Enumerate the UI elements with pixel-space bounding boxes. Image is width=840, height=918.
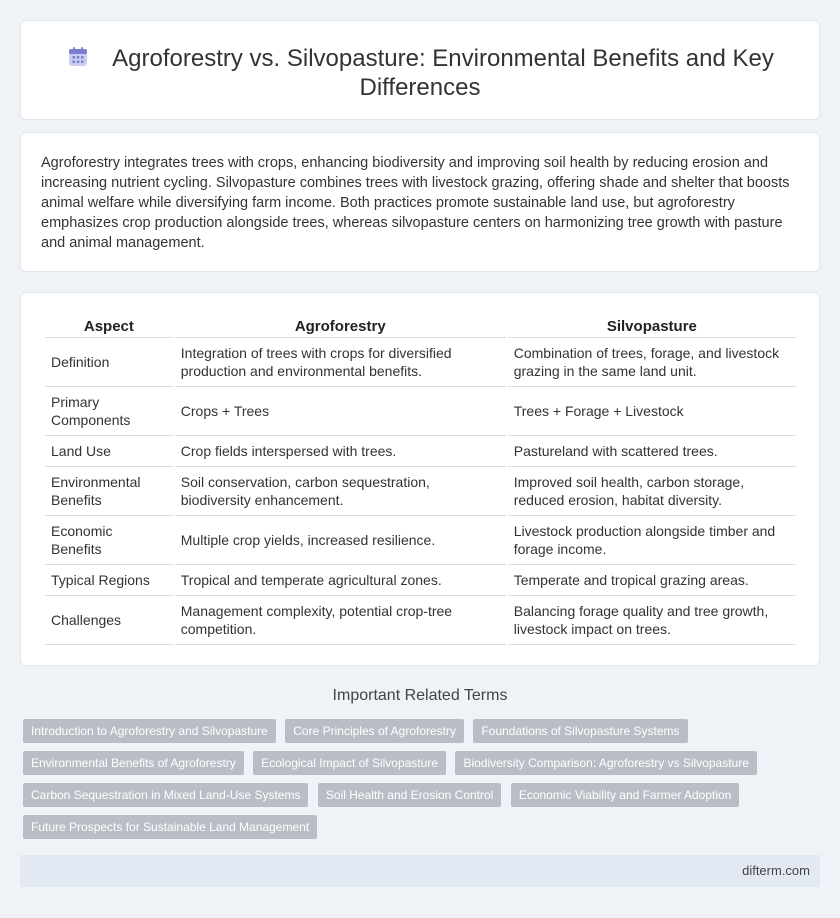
agroforestry-cell: Integration of trees with crops for diversified production and environmental benefits. [175,338,506,387]
table-row [45,467,796,516]
silvopasture-cell: Combination of trees, forage, and livestock grazing in the same land unit. [508,338,796,387]
silvopasture-cell: Temperate and tropical grazing areas. [508,565,796,596]
table-row [45,565,796,596]
related-terms-title: Important Related Terms [332,687,508,704]
term-tag[interactable]: Ecological Impact of Silvopasture [253,751,446,775]
table-row [45,516,796,565]
term-tag[interactable]: Foundations of Silvopasture Systems [473,719,687,743]
silvopasture-cell: Improved soil health, carbon storage, reduced erosion, habitat diversity. [508,467,796,516]
term-row [23,751,813,783]
column-header: Agroforestry [175,315,506,338]
term-row [23,719,813,751]
term-tag[interactable]: Economic Viability and Farmer Adoption [511,783,740,807]
term-tag[interactable]: Biodiversity Comparison: Agroforestry vs Silvopasture [455,751,756,775]
term-tag[interactable]: Soil Health and Erosion Control [318,783,501,807]
intro-card [20,132,820,272]
agroforestry-cell: Management complexity, potential crop-tree competition. [175,596,506,645]
column-header: Silvopasture [508,315,796,338]
agroforestry-cell: Crop fields interspersed with trees. [175,436,506,467]
aspect-cell: Environmental Benefits [45,467,173,516]
term-tag[interactable]: Environmental Benefits of Agroforestry [23,751,244,775]
aspect-cell: Typical Regions [45,565,173,596]
table-row [45,338,796,387]
table-header-row [45,315,796,338]
comparison-card [20,292,820,666]
related-terms-list [23,719,813,847]
aspect-cell: Economic Benefits [45,516,173,565]
term-tag[interactable]: Core Principles of Agroforestry [285,719,464,743]
table-row [45,387,796,436]
term-tag[interactable]: Future Prospects for Sustainable Land Management [23,815,317,839]
agroforestry-cell: Soil conservation, carbon sequestration, biodiversity enhancement. [175,467,506,516]
agroforestry-cell: Tropical and temperate agricultural zones. [175,565,506,596]
page-title-wrap [21,44,819,102]
footer-site-link[interactable]: difterm.com [742,863,810,878]
aspect-cell: Challenges [45,596,173,645]
calendar-icon [66,45,90,69]
term-row [23,815,813,847]
term-row [23,783,813,815]
term-tag[interactable]: Introduction to Agroforestry and Silvopasture [23,719,276,743]
term-tag[interactable]: Carbon Sequestration in Mixed Land-Use Systems [23,783,308,807]
comparison-table [43,315,798,645]
column-header: Aspect [45,315,173,338]
silvopasture-cell: Balancing forage quality and tree growth, livestock impact on trees. [508,596,796,645]
agroforestry-cell: Crops + Trees [175,387,506,436]
aspect-cell: Land Use [45,436,173,467]
silvopasture-cell: Trees + Forage + Livestock [508,387,796,436]
intro-paragraph: Agroforestry integrates trees with crops, enhancing biodiversity and improving soil health by reducing erosion and increasing nutrient cycling. Silvopasture combines trees with livestock grazing, offering shade and shelter that boosts animal welfare while diversifying farm income. Both practices promote sustainable land use, but agroforestry emphasizes crop production alongside trees, whereas silvopasture centers on harmonizing tree growth with pasture and animal management. [41,155,790,251]
agroforestry-cell: Multiple crop yields, increased resilience. [175,516,506,565]
table-row [45,596,796,645]
aspect-cell: Definition [45,338,173,387]
silvopasture-cell: Pastureland with scattered trees. [508,436,796,467]
header-card [20,20,820,120]
table-row [45,436,796,467]
page-title: Agroforestry vs. Silvopasture: Environmental Benefits and Key Differences [112,45,774,101]
silvopasture-cell: Livestock production alongside timber and forage income. [508,516,796,565]
footer [20,855,820,887]
aspect-cell: Primary Components [45,387,173,436]
